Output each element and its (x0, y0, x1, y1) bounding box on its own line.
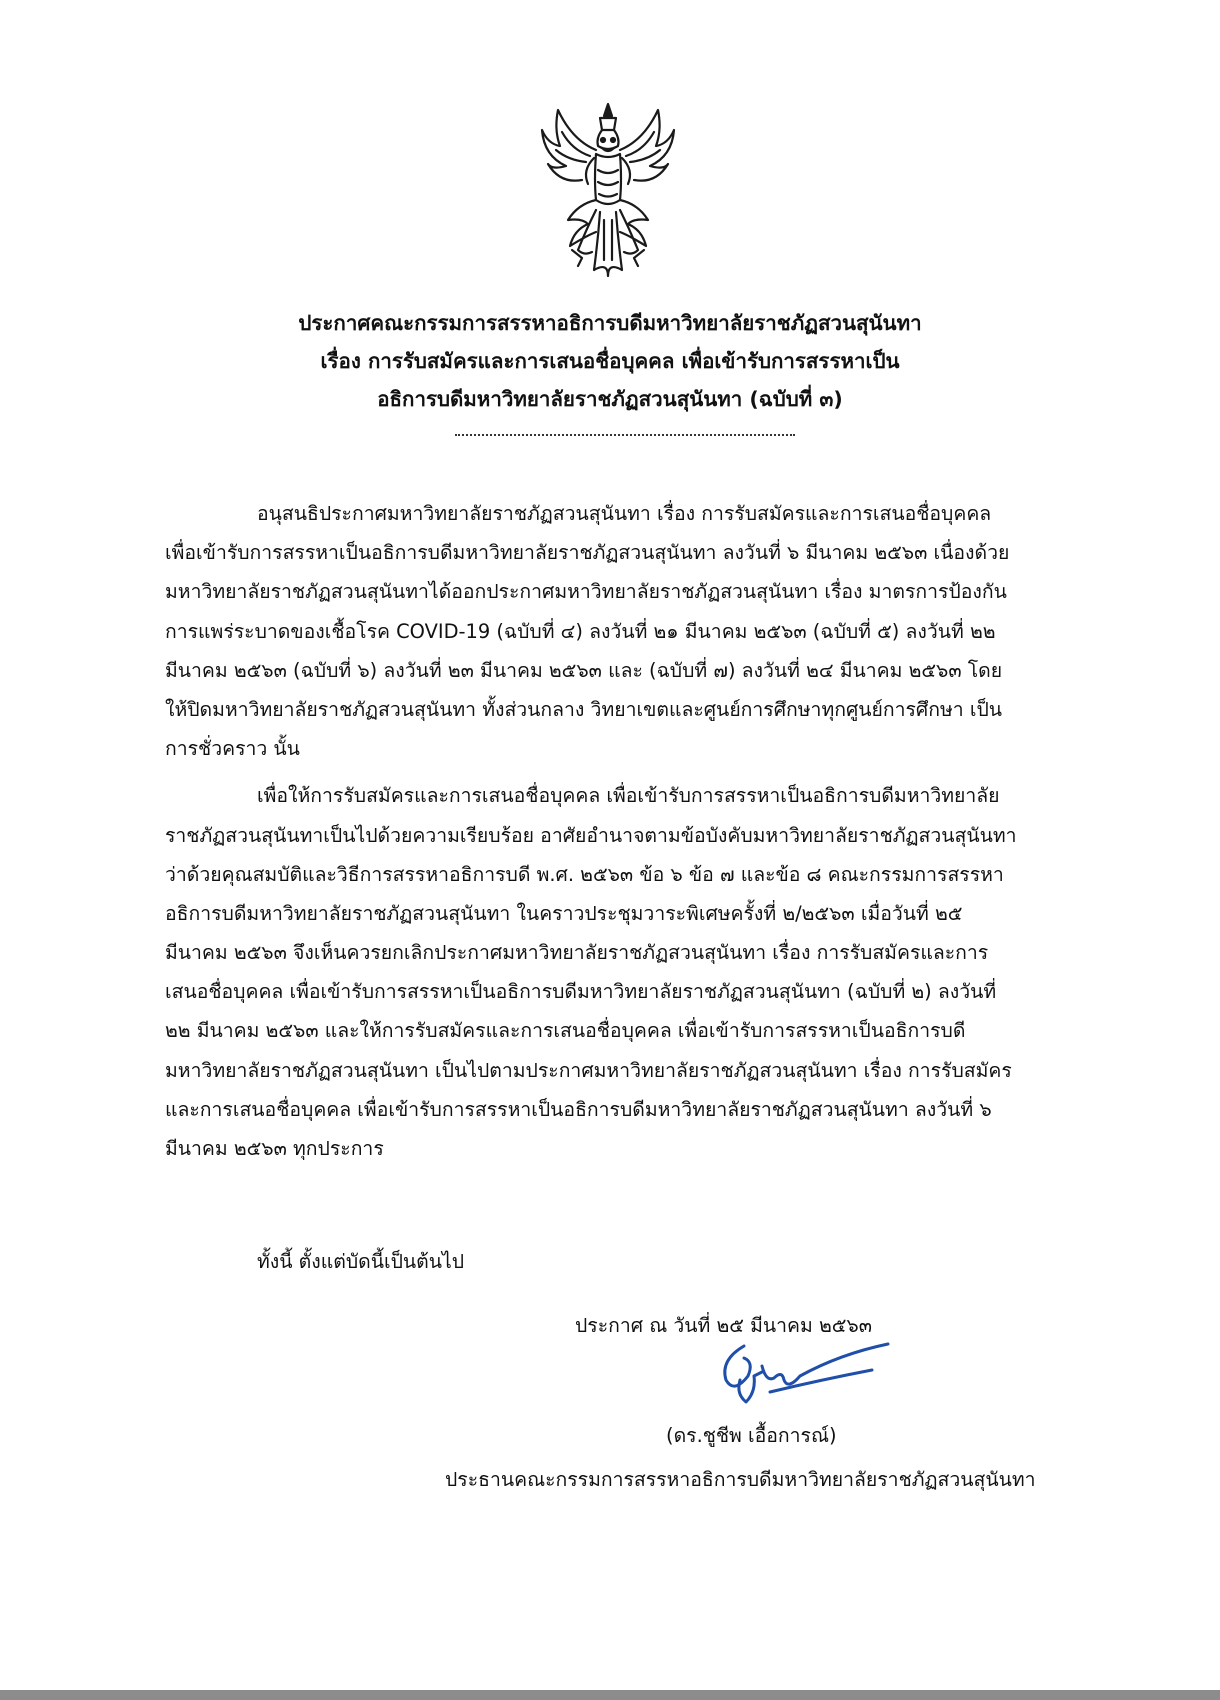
paragraph-line: มีนาคม ๒๕๖๓ จึงเห็นควรยกเลิกประกาศมหาวิทยาลัยราชภัฏสวนสุนันทา เรื่อง การรับสมัครและการ (165, 941, 989, 965)
handwritten-signature (700, 1336, 890, 1408)
header-subject: เรื่อง การรับสมัครและการเสนอชื่อบุคคล เพื่อเข้ารับการสรรหาเป็น (320, 349, 900, 373)
date-text: ประกาศ ณ วันที่ ๒๕ มีนาคม ๒๕๖๓ (575, 1314, 872, 1337)
paragraph-1 (165, 494, 1085, 768)
signer-name (666, 1416, 837, 1455)
header-subject-continued: อธิการบดีมหาวิทยาลัยราชภัฏสวนสุนันทา (ฉบับที่ ๓) (377, 387, 843, 411)
paragraph-line: อธิการบดีมหาวิทยาลัยราชภัฏสวนสุนันทา ในคราวประชุมวาระพิเศษครั้งที่ ๒/๒๕๖๓ เมื่อวันที่ ๒๕ (165, 901, 963, 925)
paragraph-line: มีนาคม ๒๕๖๓ ทุกประการ (165, 1137, 384, 1160)
paragraph-line: อนุสนธิประกาศมหาวิทยาลัยราชภัฏสวนสุนันทา เรื่อง การรับสมัครและการเสนอชื่อบุคคล (257, 502, 992, 525)
paragraph-line: ให้ปิดมหาวิทยาลัยราชภัฏสวนสุนันทา ทั้งส่วนกลาง วิทยาเขตและศูนย์การศึกษาทุกศูนย์การศึกษา เป็น (165, 697, 1003, 721)
header-title: ประกาศคณะกรรมการสรรหาอธิการบดีมหาวิทยาลัยราชภัฏสวนสุนันทา (298, 311, 922, 335)
garuda-emblem-icon (538, 100, 678, 280)
closing-statement (257, 1242, 464, 1281)
paragraph-line: ราชภัฏสวนสุนันทาเป็นไปด้วยความเรียบร้อย อาศัยอำนาจตามข้อบังคับมหาวิทยาลัยราชภัฏสวนสุนันทา (165, 823, 1017, 847)
signer-name-text: (ดร.ชูชีพ เอื้อการณ์) (666, 1424, 837, 1447)
paragraph-line: และการเสนอชื่อบุคคล เพื่อเข้ารับการสรรหาเป็นอธิการบดีมหาวิทยาลัยราชภัฏสวนสุนันทา ลงวันที่ ๖ (165, 1097, 992, 1121)
paragraph-line: มหาวิทยาลัยราชภัฏสวนสุนันทาได้ออกประกาศมหาวิทยาลัยราชภัฏสวนสุนันทา เรื่อง มาตรการป้องกัน (165, 580, 1007, 604)
signer-title (445, 1460, 1036, 1499)
paragraph-line: มหาวิทยาลัยราชภัฏสวนสุนันทา เป็นไปตามประกาศมหาวิทยาลัยราชภัฏสวนสุนันทา เรื่อง การรับสมัคร (165, 1058, 1012, 1082)
paragraph-line: การแพร่ระบาดของเชื้อโรค COVID-19 (ฉบับที่ ๔) ลงวันที่ ๒๑ มีนาคม ๒๕๖๓ (ฉบับที่ ๕) ลงวันที่ ๒๒ (165, 619, 996, 643)
paragraph-line: มีนาคม ๒๕๖๓ (ฉบับที่ ๖) ลงวันที่ ๒๓ มีนาคม ๒๕๖๓ และ (ฉบับที่ ๗) ลงวันที่ ๒๔ มีนาคม ๒๕๖๓ โดย (165, 658, 1003, 682)
paragraph-line: ๒๒ มีนาคม ๒๕๖๓ และให้การรับสมัครและการเสนอชื่อบุคคล เพื่อเข้ารับการสรรหาเป็นอธิการบดี (165, 1019, 966, 1043)
dotted-divider (455, 434, 795, 436)
announcement-body (165, 494, 1085, 1168)
paragraph-line: เพื่อให้การรับสมัครและการเสนอชื่อบุคคล เพื่อเข้ารับการสรรหาเป็นอธิการบดีมหาวิทยาลัย (257, 784, 1000, 808)
paragraph-line: เสนอชื่อบุคคล เพื่อเข้ารับการสรรหาเป็นอธิการบดีมหาวิทยาลัยราชภัฏสวนสุนันทา (ฉบับที่ ๒) ลงวันที่ (165, 980, 997, 1004)
announcement-header (150, 304, 1070, 418)
closing-text: ทั้งนี้ ตั้งแต่บัดนี้เป็นต้นไป (257, 1250, 465, 1273)
paragraph-line: การชั่วคราว นั้น (165, 737, 300, 761)
signer-title-text: ประธานคณะกรรมการสรรหาอธิการบดีมหาวิทยาลัยราชภัฏสวนสุนันทา (445, 1468, 1036, 1491)
paragraph-line: เพื่อเข้ารับการสรรหาเป็นอธิการบดีมหาวิทยาลัยราชภัฏสวนสุนันทา ลงวันที่ ๖ มีนาคม ๒๕๖๓ เนื่องด้วย (165, 541, 1010, 565)
paragraph-line: ว่าด้วยคุณสมบัติและวิธีการสรรหาอธิการบดี พ.ศ. ๒๕๖๓ ข้อ ๖ ข้อ ๗ และข้อ ๘ คณะกรรมการสรรหา (165, 862, 1004, 886)
page-bottom-edge (0, 1690, 1220, 1700)
paragraph-2 (165, 776, 1085, 1168)
